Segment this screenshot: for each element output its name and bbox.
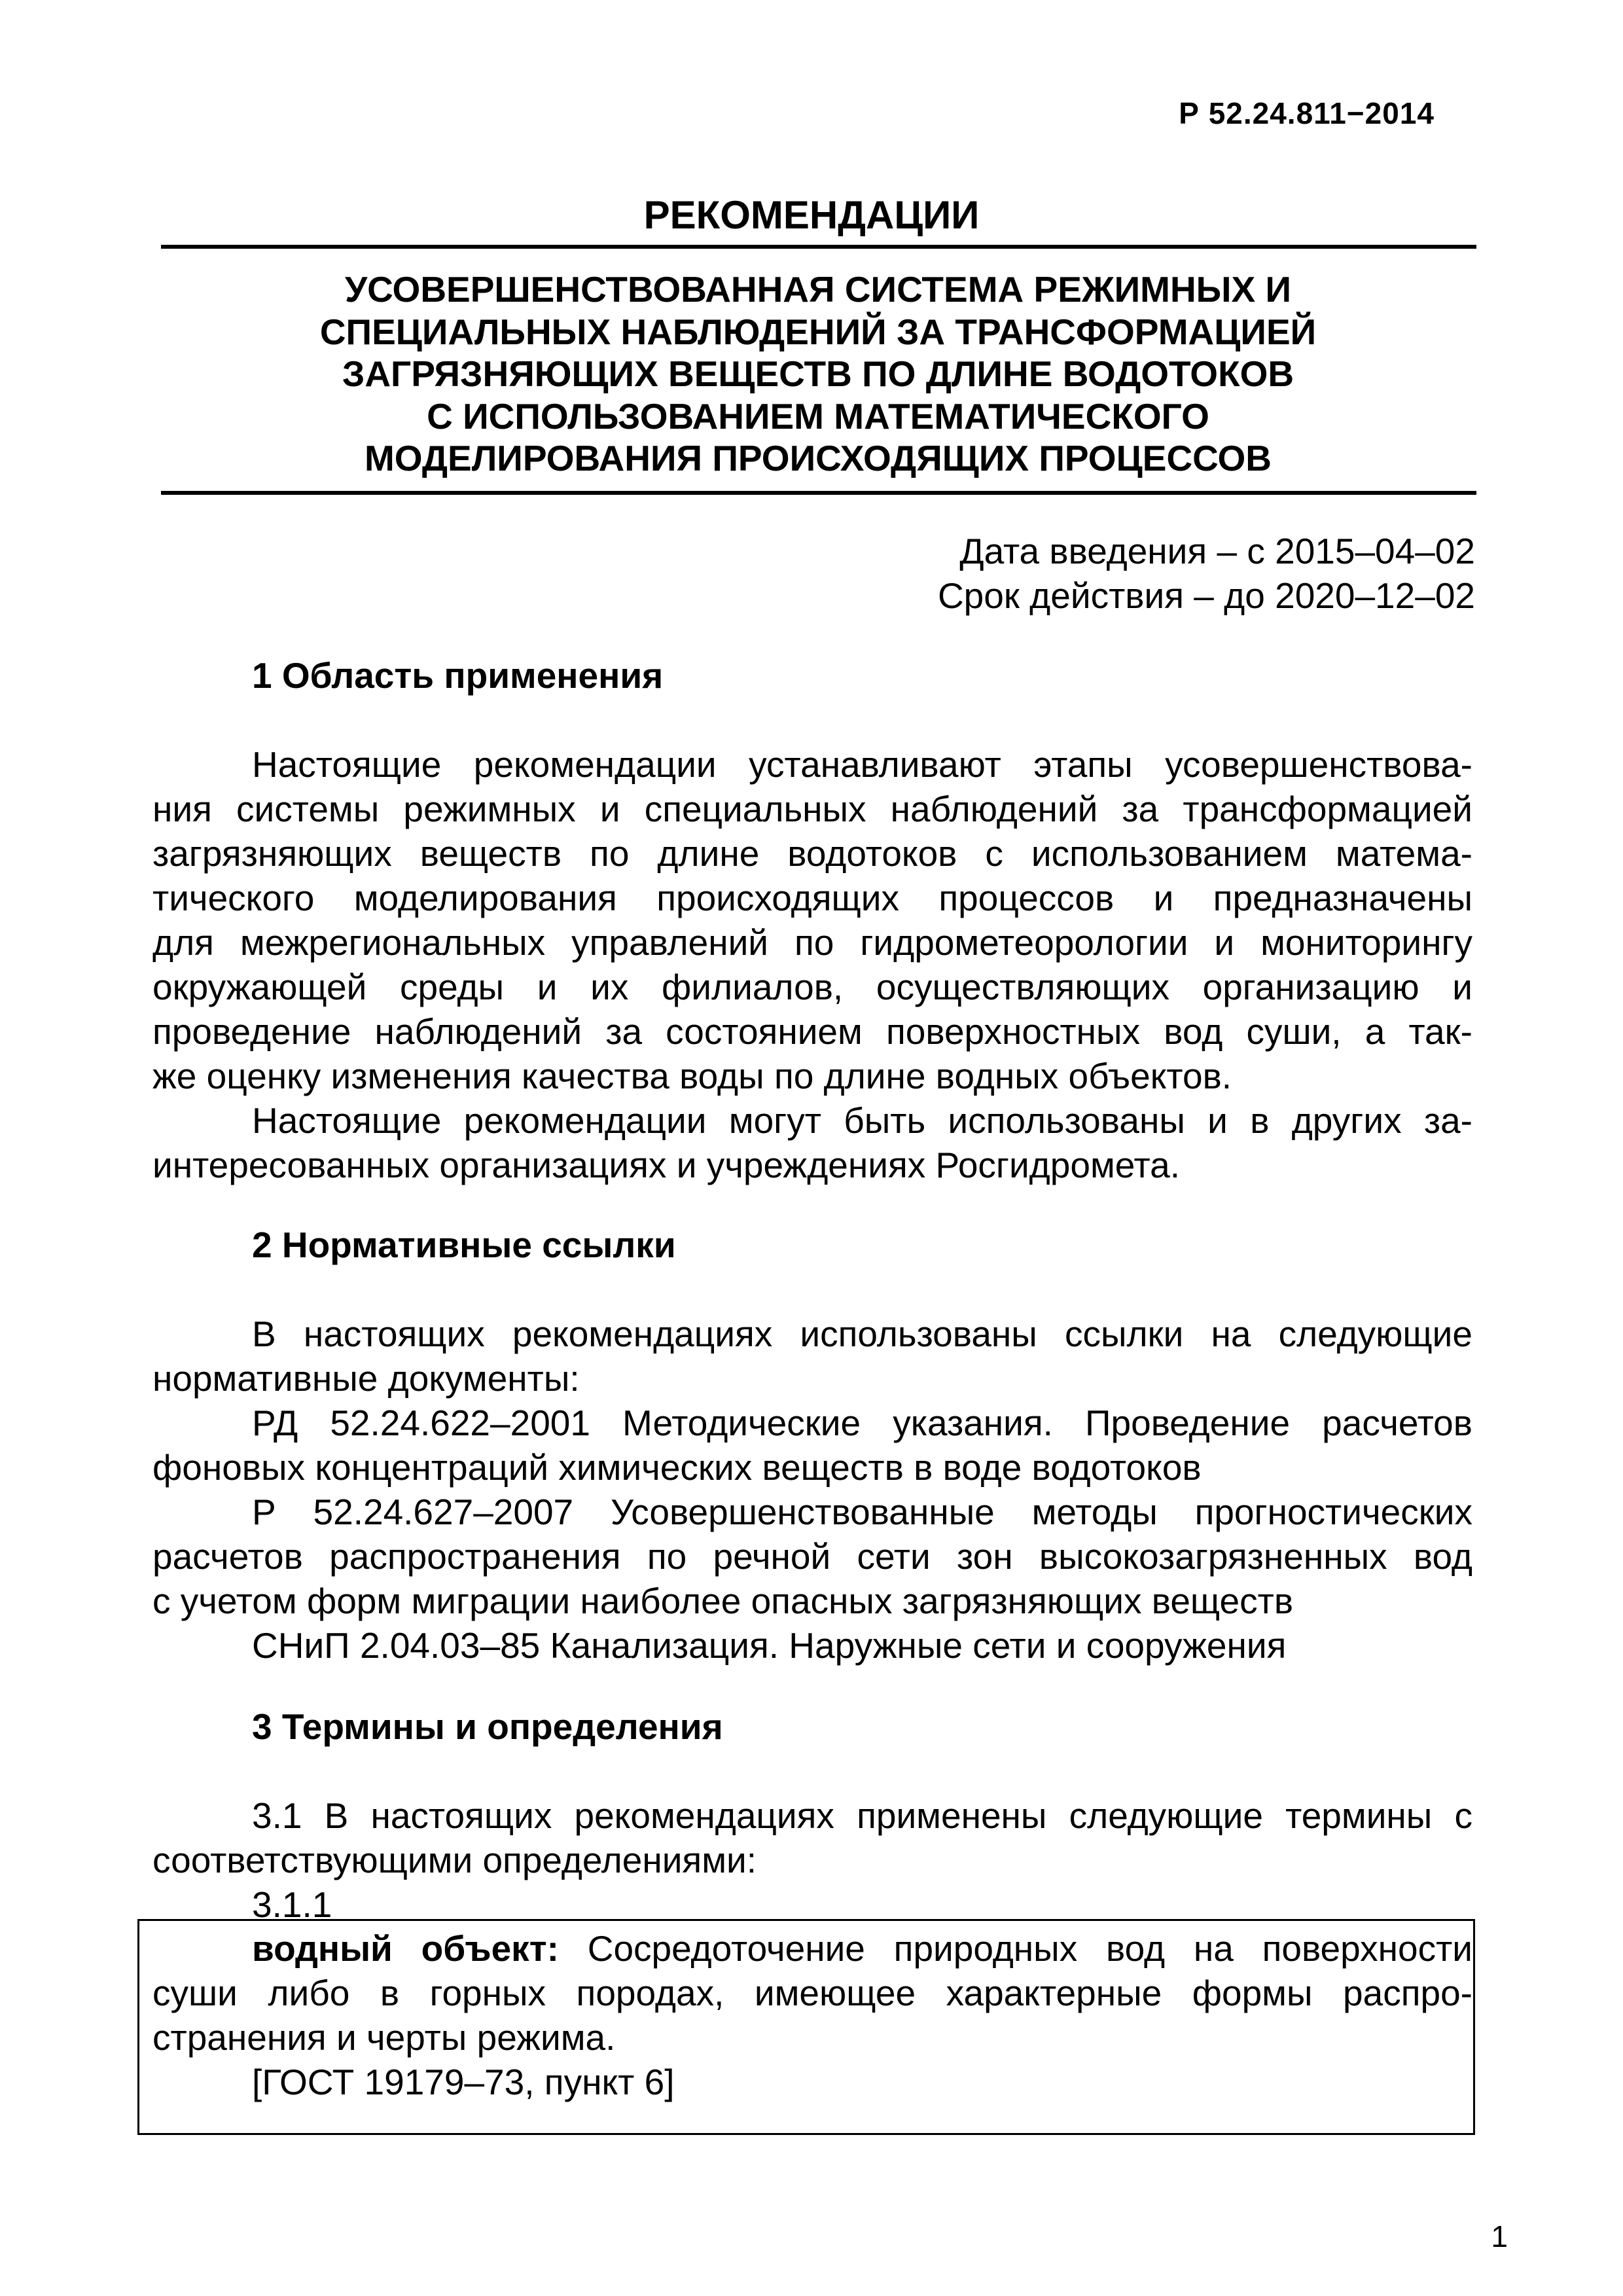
reference-r-52-24-627: Р 52.24.627–2007 Усовершенствованные методы прогностических: [252, 1492, 1472, 1532]
title-rule-bottom: [161, 491, 1476, 495]
text-line: тического моделирования происходящих процессов и предназначены: [152, 878, 1472, 918]
text-line: ния системы режимных и специальных наблюдений за трансформацией: [152, 789, 1472, 829]
reference-snip-2-04-03: СНиП 2.04.03–85 Канализация. Наружные сети и сооружения: [252, 1625, 1287, 1666]
text-line: расчетов распространения по речной сети зон высокозагрязненных вод: [152, 1536, 1472, 1577]
term-name: водный объект:: [252, 1928, 559, 1969]
text-line: Настоящие рекомендации могут быть использованы и в других за-: [252, 1100, 1472, 1141]
text-line: с учетом форм миграции наиболее опасных загрязняющих веществ: [152, 1581, 1294, 1621]
term-definition: [152, 1926, 1472, 2104]
section-1-heading: 1 Область применения: [252, 655, 664, 696]
text-line: же оценку изменения качества воды по длине водных объектов.: [152, 1056, 1232, 1096]
text-line: странения и черты режима.: [152, 2017, 616, 2058]
section-2-heading: 2 Нормативные ссылки: [252, 1225, 676, 1265]
text-line: загрязняющих веществ по длине водотоков с использованием матема-: [152, 833, 1472, 874]
text-line: для межрегиональных управлений по гидрометеорологии и мониторингу: [152, 922, 1472, 963]
title-line: С ИСПОЛЬЗОВАНИЕМ МАТЕМАТИЧЕСКОГО: [427, 395, 1209, 437]
text-line: [152, 1926, 1472, 1971]
text-line: Настоящие рекомендации устанавливают этапы усовершенствова-: [252, 744, 1472, 785]
title-line: ЗАГРЯЗНЯЮЩИХ ВЕЩЕСТВ ПО ДЛИНЕ ВОДОТОКОВ: [342, 353, 1294, 394]
text-line: суши либо в горных породах, имеющее характерные формы распро-: [152, 1973, 1472, 2013]
text-line: 3.1 В настоящих рекомендациях применены следующие термины с: [252, 1795, 1472, 1836]
definition-source: [ГОСТ 19179–73, пункт 6]: [252, 2062, 675, 2102]
reference-rd-52-24-622: РД 52.24.622–2001 Методические указания. Проведение расчетов: [252, 1403, 1472, 1443]
expiry-date: Срок действия – до 2020–12–02: [937, 575, 1475, 616]
section-2-body: [152, 1312, 1472, 1668]
text-line: В настоящих рекомендациях использованы ссылки на следующие: [252, 1314, 1472, 1354]
clause-number: 3.1.1: [252, 1884, 332, 1925]
document-title: [170, 268, 1466, 480]
text-line: соответствующими определениями:: [152, 1840, 757, 1880]
text-line: проведение наблюдений за состоянием поверхностных вод суши, а так-: [152, 1011, 1472, 1052]
section-3-body: [152, 1793, 1472, 1927]
title-line: СПЕЦИАЛЬНЫХ НАБЛЮДЕНИЙ ЗА ТРАНСФОРМАЦИЕЙ: [319, 311, 1317, 352]
document-number: Р 52.24.811−2014: [1179, 96, 1435, 130]
section-1-paragraph-1: [152, 742, 1472, 1187]
title-line: УСОВЕРШЕНСТВОВАННАЯ СИСТЕМА РЕЖИМНЫХ И: [344, 269, 1292, 310]
introduction-date: Дата введения – с 2015–04–02: [959, 531, 1475, 571]
title-line: МОДЕЛИРОВАНИЯ ПРОИСХОДЯЩИХ ПРОЦЕССОВ: [364, 438, 1272, 478]
section-3-heading: 3 Термины и определения: [252, 1706, 723, 1747]
definition-start: Сосредоточение природных вод на поверхности: [587, 1928, 1472, 1969]
text-line: окружающей среды и их филиалов, осуществляющих организацию и: [152, 967, 1472, 1007]
validity-dates: [938, 529, 1475, 618]
text-line: интересованных организациях и учреждениях Росгидромета.: [152, 1145, 1180, 1185]
text-line: фоновых концентраций химических веществ в воде водотоков: [152, 1447, 1202, 1488]
page-number: 1: [1491, 2219, 1508, 2253]
document-heading: РЕКОМЕНДАЦИИ: [643, 193, 980, 237]
text-line: нормативные документы:: [152, 1358, 580, 1399]
title-rule-top: [161, 245, 1476, 249]
